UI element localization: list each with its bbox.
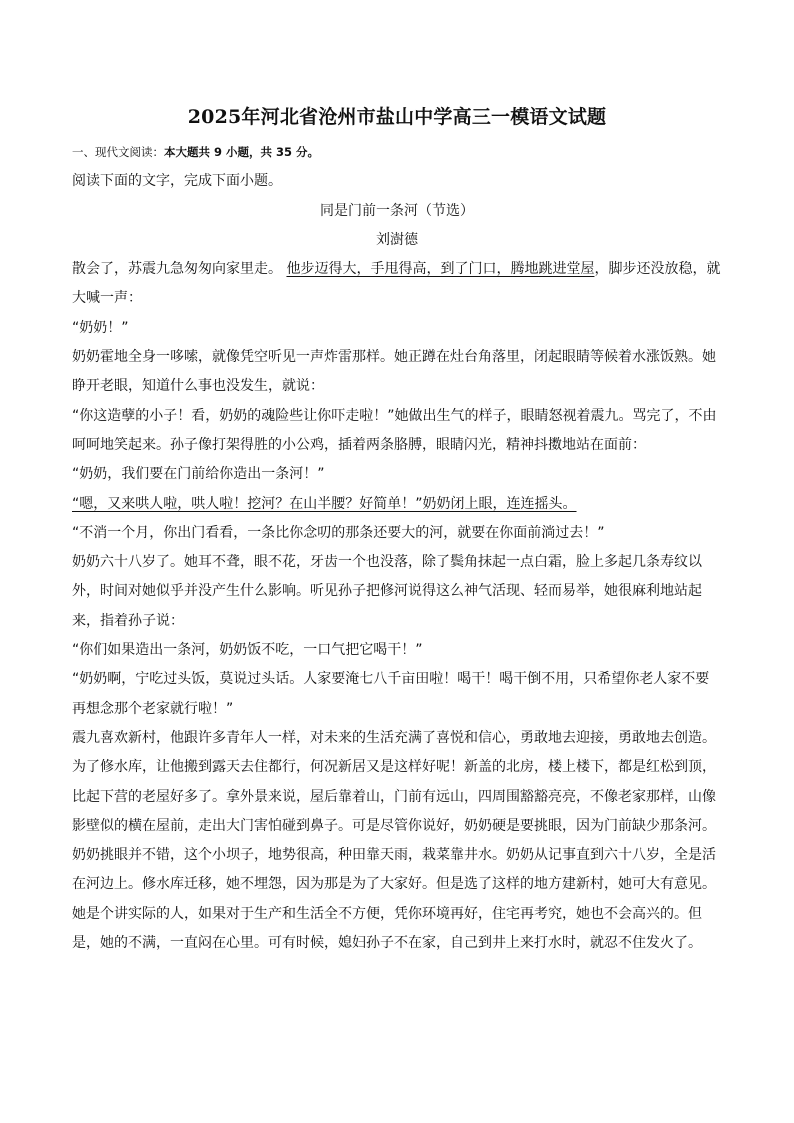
paragraph-text: 散会了，苏震九急匆匆向家里走。 <box>72 261 287 278</box>
paragraph: 震九喜欢新村，他跟许多青年人一样，对未来的生活充满了喜悦和信心，勇敢地去迎接，勇敢地去创造。为了修水库，让他搬到露天去住都行，何况新居又是这样好呢！新盖的北房，楼上楼下，都是红松到顶，比起下营的老屋好多了。拿外景来说，屋后靠着山，门前有远山，四周围豁豁亮亮，不像老家那样，山像影壁似的横在屋前，走出大门害怕碰到鼻子。可是尽管你说好，奶奶硬是要挑眼，因为门前缺少那条河。奶奶挑眼并不错，这个小坝子，地势很高，种田靠天雨，栽菜靠井水。奶奶从记事直到六十八岁，全是活在河边上。修水库迁移，她不埋怨，因为那是为了大家好。但是选了这样的地方建新村，她可大有意见。她是个讲实际的人，如果对于生产和生活全不方便，凭你环境再好，住宅再考究，她也不会高兴的。但是，她的不满，一直闷在心里。可有时候，媳妇孙子不在家，自己到井上来打水时，就忍不住发火了。 <box>72 729 716 952</box>
section-heading-detail: 本大题共 9 小题，共 35 分。 <box>164 145 320 159</box>
paragraph <box>72 490 722 519</box>
passage-title: 同是门前一条河（节选） <box>320 202 474 219</box>
paragraph: “你这造孽的小子！看，奶奶的魂险些让你吓走啦！”她做出生气的样子，眼睛怒视着震九。骂完了，不由呵呵地笑起来。孙子像打架得胜的小公鸡，插着两条胳膊，眼睛闪光，精神抖擞地站在面前： <box>72 407 717 453</box>
paragraph-text: ，脚步还没放稳，就大喊一声： <box>72 261 721 307</box>
paragraph: “不消一个月，你出门看看，一条比你念叨的那条还要大的河，就要在你面前淌过去！” <box>72 524 605 541</box>
document-body <box>72 138 722 958</box>
paragraph <box>72 255 722 314</box>
paragraph: “奶奶！” <box>72 319 129 336</box>
reading-instruction: 阅读下面的文字，完成下面小题。 <box>72 173 282 190</box>
paragraph: 奶奶霍地全身一哆嗦，就像凭空听见一声炸雷那样。她正蹲在灶台角落里，闭起眼睛等候着水涨饭熟。她睁开老眼，知道什么事也没发生，就说： <box>72 349 716 395</box>
exam-title: 2025年河北省沧州市盐山中学高三一模语文试题 <box>187 106 607 128</box>
section-heading-prefix: 一、现代文阅读： <box>72 145 164 159</box>
paragraph: 奶奶六十八岁了。她耳不聋，眼不花，牙齿一个也没落，除了鬓角抹起一点白霜，脸上多起几条寿纹以外，时间对她似乎并没产生什么影响。听见孙子把修河说得这么神气活现、轻而易举，她很麻利地站起来，指着孙子说： <box>72 554 702 629</box>
paragraph: “奶奶，我们要在门前给你造出一条河！” <box>72 466 325 483</box>
underlined-sentence: 他步迈得大，手甩得高，到了门口，腾地跳进堂屋 <box>286 261 595 278</box>
passage-author: 刘澍德 <box>376 231 418 248</box>
section-heading <box>72 138 722 167</box>
underlined-sentence: “嗯，又来哄人啦，哄人啦！挖河？在山半腰？好简单！”奶奶闭上眼，连连摇头。 <box>72 495 577 512</box>
paragraph: “奶奶啊，宁吃过头饭，莫说过头话。人家要淹七八千亩田啦！喝干！喝干倒不用，只希望你老人家不要再想念那个老家就行啦！” <box>72 671 710 717</box>
paragraph: “你们如果造出一条河，奶奶饭不吃，一口气把它喝干！” <box>72 642 423 659</box>
